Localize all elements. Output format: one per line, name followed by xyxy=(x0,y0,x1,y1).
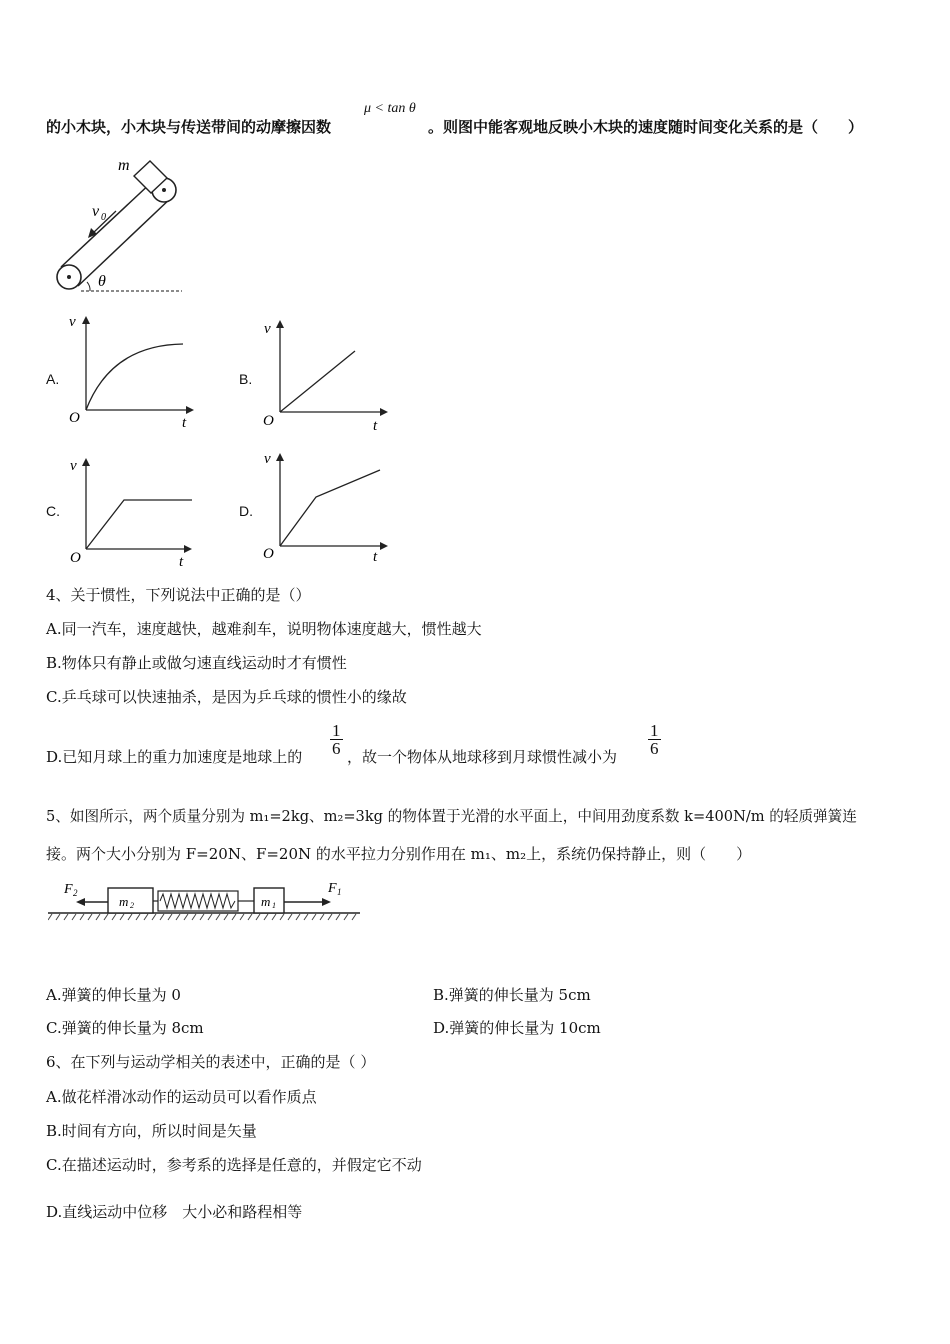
velocity-label: v xyxy=(92,203,100,220)
q6-stem: 6、在下列与运动学相关的表述中，正确的是（ ） xyxy=(46,1053,376,1071)
q4-option-d-part1: D.已知月球上的重力加速度是地球上的 xyxy=(46,748,303,766)
svg-text:t: t xyxy=(373,418,378,434)
svg-text:1: 1 xyxy=(337,887,342,897)
graph-option-b xyxy=(260,315,394,437)
conveyor-belt-figure xyxy=(50,150,190,300)
svg-text:t: t xyxy=(182,415,187,431)
option-c-label: C. xyxy=(46,503,60,519)
q6-option-c: C.在描述运动时，参考系的选择是任意的，并假定它不动 xyxy=(46,1156,422,1174)
svg-text:0: 0 xyxy=(101,212,106,223)
svg-text:O: O xyxy=(263,546,274,562)
q4-option-b: B.物体只有静止或做匀速直线运动时才有惯性 xyxy=(46,654,347,672)
svg-text:t: t xyxy=(179,554,184,570)
svg-text:t: t xyxy=(373,549,378,565)
q5-option-c: C.弹簧的伸长量为 8cm xyxy=(46,1019,204,1037)
spring-system-figure xyxy=(48,876,363,926)
q6-option-d: D.直线运动中位移 大小必和路程相等 xyxy=(46,1203,303,1221)
svg-text:v: v xyxy=(69,314,76,330)
q3-stem-after: 。则图中能客观地反映小木块的速度随时间变化关系的是（ ） xyxy=(428,118,864,136)
block-m2-label: m xyxy=(119,894,129,909)
q5-option-b: B.弹簧的伸长量为 5cm xyxy=(433,986,591,1004)
q3-stem-before: 的小木块，小木块与传送带间的动摩擦因数 xyxy=(46,118,332,136)
graph-option-c xyxy=(66,452,200,574)
q5-option-a: A.弹簧的伸长量为 0 xyxy=(46,986,181,1004)
svg-text:O: O xyxy=(70,550,81,566)
q5-stem-line2: 接。两个大小分别为 F=20N、F=20N 的水平拉力分别作用在 m₁、m₂上，系统仍保持静止，则（ ） xyxy=(46,845,752,863)
q3-formula: μ < tan θ xyxy=(364,101,416,116)
option-a-label: A. xyxy=(46,371,60,387)
svg-text:2: 2 xyxy=(73,888,78,898)
svg-text:O: O xyxy=(69,410,80,426)
option-b-label: B. xyxy=(239,371,253,387)
svg-text:1: 1 xyxy=(272,901,276,910)
graph-option-d xyxy=(260,448,394,570)
angle-label: θ xyxy=(98,273,106,290)
svg-text:O: O xyxy=(263,413,274,429)
option-d-label: D. xyxy=(239,503,253,519)
q4-option-d-part2: ，故一个物体从地球移到月球惯性减小为 xyxy=(347,748,618,766)
svg-text:2: 2 xyxy=(130,901,134,910)
q4-fraction-1: $\frac{1}{6}$ xyxy=(332,721,341,758)
q4-option-a: A.同一汽车，速度越快，越难刹车，说明物体速度越大，惯性越大 xyxy=(46,620,482,638)
q6-option-b: B.时间有方向，所以时间是矢量 xyxy=(46,1122,257,1140)
q6-option-a: A.做花样滑冰动作的运动员可以看作质点 xyxy=(46,1088,317,1106)
q4-fraction-2: $\frac{1}{6}$ xyxy=(650,721,659,758)
force-f1-label: F xyxy=(328,881,337,896)
svg-text:v: v xyxy=(264,451,271,467)
q4-option-c: C.乒乓球可以快速抽杀，是因为乒乓球的惯性小的缘故 xyxy=(46,688,407,706)
q4-stem: 4、关于惯性，下列说法中正确的是（） xyxy=(46,586,311,604)
graph-option-a xyxy=(66,310,200,432)
block-m1-label: m xyxy=(261,894,271,909)
mass-label: m xyxy=(118,157,130,174)
svg-text:v: v xyxy=(264,321,271,337)
q5-option-d: D.弹簧的伸长量为 10cm xyxy=(433,1019,601,1037)
q5-stem-line1: 5、如图所示，两个质量分别为 m₁=2kg、m₂=3kg 的物体置于光滑的水平面上，中间用劲度系数 k=400N/m 的轻质弹簧连 xyxy=(46,808,857,825)
force-f2-label: F xyxy=(64,882,73,897)
svg-text:v: v xyxy=(70,458,77,474)
